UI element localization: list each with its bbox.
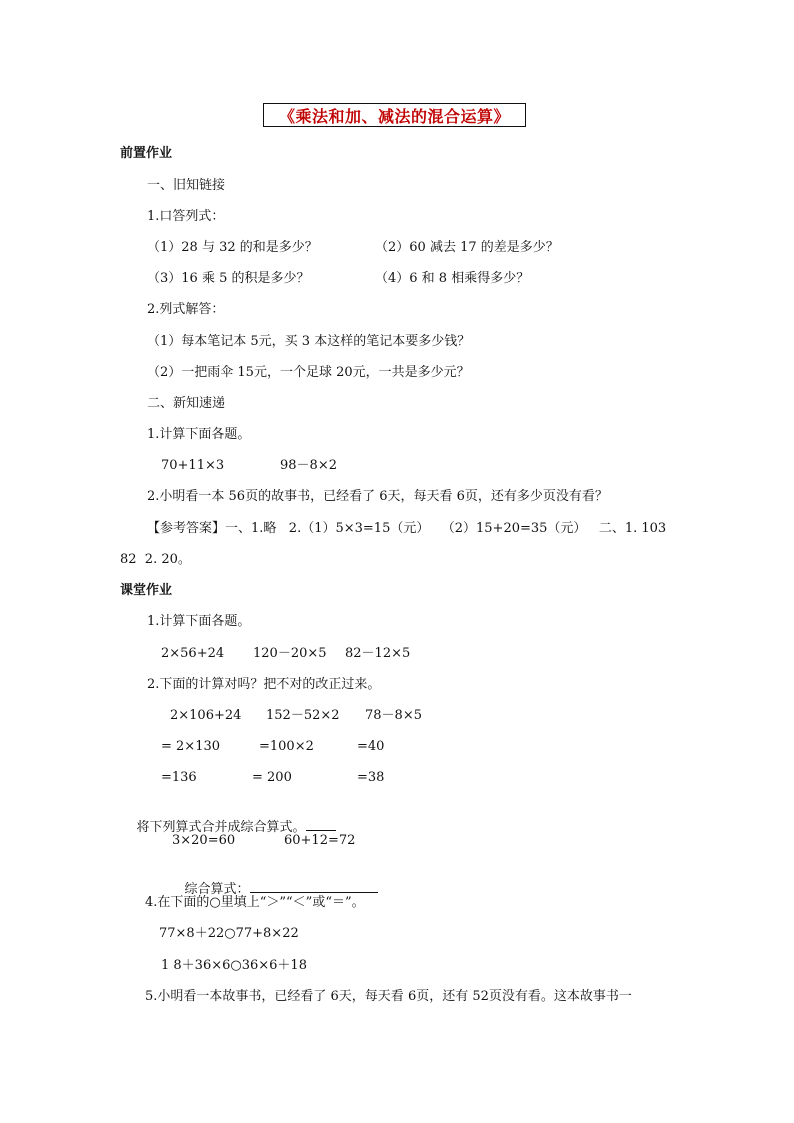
q1-item-4: （4）6 和 8 相乘得多少？ [375,271,530,286]
q2-item-2: （2）一把雨伞 15元，一个足球 20元，一共是多少元？ [147,365,470,380]
class-q3-title: 将下列算式合并成综合算式。 [136,820,306,835]
q1-item-2: （2）60 减去 17 的差是多少？ [375,240,559,255]
class-q5-text: 5.小明看一本故事书，已经看了 6天，每天看 6页，还有 52页没有看。这本故事书一 [145,989,632,1004]
q2-row1-col2: 152－52×2 [266,708,340,723]
q3-answer-blank[interactable] [250,880,378,893]
q3-item-2: 60+12=72 [284,833,356,848]
calc-title: 1.计算下面各题。 [147,427,251,442]
q4-item-2: 1 8＋36×6○36×6＋18 [161,958,307,973]
q2-row2-col2: =100×2 [259,739,314,754]
q2-row1-col3: 78－8×5 [365,708,422,723]
story-question: 2.小明看一本 56页的故事书，已经看了 6天，每天看 6页，还有多少页没有看？ [147,489,608,504]
q2-row2-col1: = 2×130 [161,739,221,754]
document-title-box [263,103,526,127]
q2-row1-col1: 2×106+24 [170,708,242,723]
answer-line-1: 【参考答案】一、1.略 2.（1）5×3=15（元） （2）15+20=35（元） 二、1. 103 [147,521,667,536]
class-q4-title: 4.在下面的○里填上“＞”“＜”或“＝”。 [145,895,365,910]
answer-line-2: 82 2. 20。 [120,552,191,567]
q2-item-1: （1）每本笔记本 5元，买 3 本这样的笔记本要多少钱？ [147,334,471,349]
part2-title: 二、新知速递 [147,396,226,411]
calc-item-1: 70+11×3 [161,458,225,473]
q4-item-1: 77×8＋22○77+8×22 [159,926,299,941]
q2-row2-col3: =40 [357,739,385,754]
q2-title: 2.列式解答： [147,302,225,317]
section-heading-pre: 前置作业 [120,146,173,161]
q3-answer-label: 综合算式： [184,882,250,897]
q3-item-1: 3×20=60 [172,833,236,848]
class-q1-item-1: 2×56+24 [161,646,225,661]
q2-row3-col1: =136 [161,770,197,785]
class-q1-item-3: 82－12×5 [345,646,411,661]
class-q2-title: 2.下面的计算对吗？把不对的改正过来。 [147,677,381,692]
section-heading-class: 课堂作业 [120,583,173,598]
document-title: 《乘法和加、减法的混合运算》 [278,106,510,126]
q1-item-1: （1）28 与 32 的和是多少？ [147,240,318,255]
class-q1-item-2: 120－20×5 [253,646,327,661]
part1-title: 一、旧知链接 [147,178,226,193]
q2-row3-col2: = 200 [252,770,292,785]
q2-row3-col3: =38 [357,770,385,785]
calc-item-2: 98－8×2 [280,458,337,473]
q1-title: 1.口答列式： [147,209,225,224]
class-q1-title: 1.计算下面各题。 [147,614,251,629]
q1-item-3: （3）16 乘 5 的积是多少？ [147,271,310,286]
q3-blank-short[interactable] [306,818,336,831]
